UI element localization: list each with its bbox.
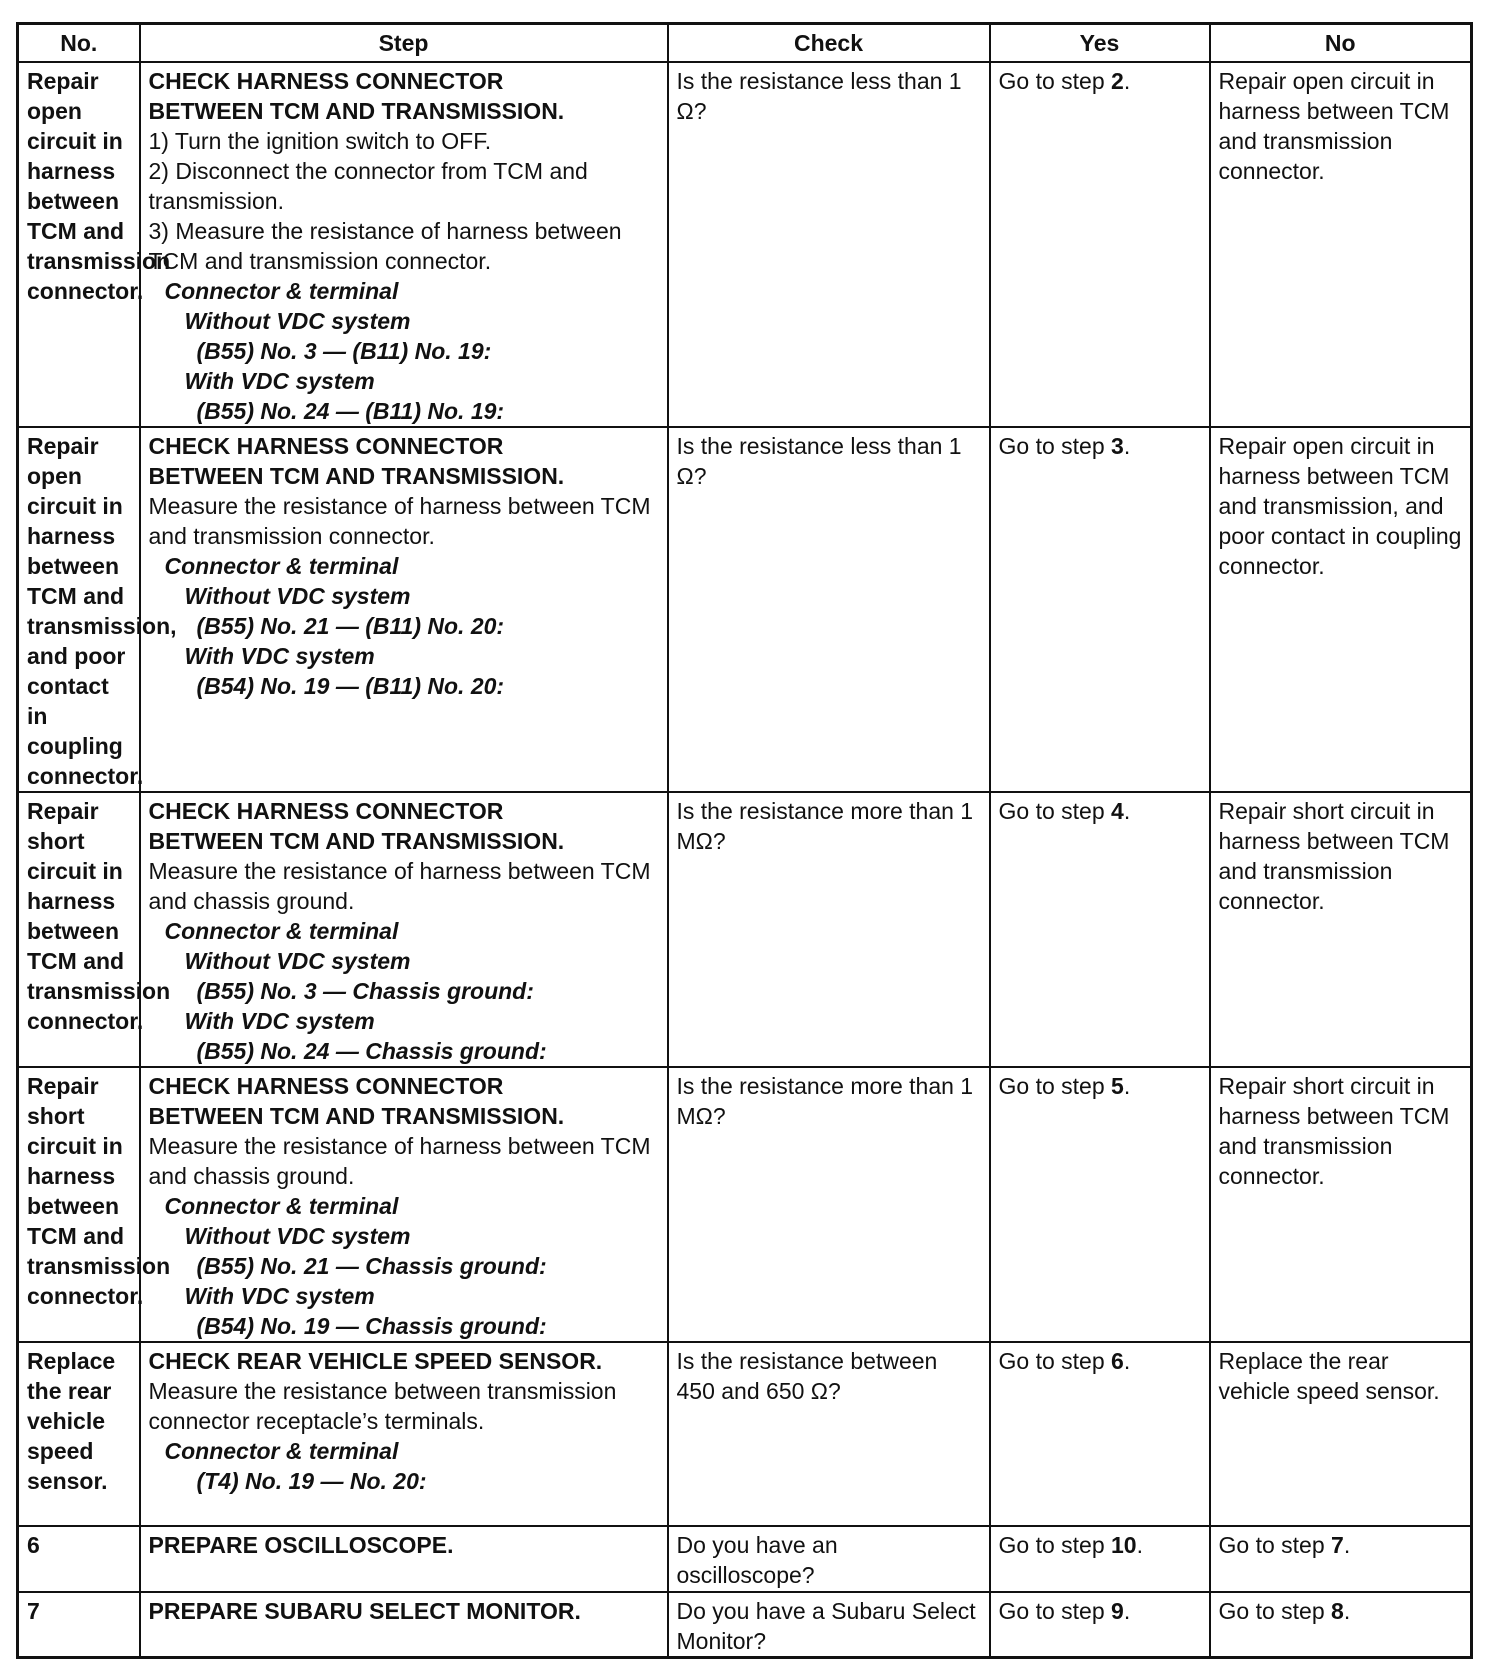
connector-terminal-heading: Connector & terminal [164, 553, 399, 579]
connector-terminal-value: (B55) No. 24 — Chassis ground: [196, 1038, 547, 1064]
step-instruction: Measure the resistance of harness between TCM and chassis ground. [148, 858, 651, 914]
check-cell: Do you have a Subaru Select Monitor? [668, 1592, 990, 1658]
table-row [18, 62, 1472, 427]
header-no: No. [18, 24, 140, 63]
header-yes: Yes [990, 24, 1210, 63]
step-instruction: Measure the resistance between transmission connector receptacle’s terminals. [148, 1378, 617, 1434]
step-title: CHECK HARNESS CONNECTOR BETWEEN TCM AND TRANSMISSION. [148, 68, 565, 124]
step-number: 7 [18, 1592, 140, 1658]
table-row [18, 427, 1472, 792]
step-title: CHECK HARNESS CONNECTOR BETWEEN TCM AND TRANSMISSION. [148, 798, 565, 854]
step-number: Repair open circuit in harness between TCM and transmission, and poor contact in coupling connector. [18, 427, 140, 792]
no-text: Go to step [1218, 1598, 1332, 1624]
step-cell [140, 62, 668, 427]
step-cell [140, 1342, 668, 1526]
step-instruction: Measure the resistance of harness between TCM and transmission connector. [148, 493, 651, 549]
no-text: Go to step [1218, 1532, 1332, 1558]
yes-cell: Go to step 3. [990, 427, 1210, 792]
step-cell [140, 792, 668, 1067]
connector-terminal-value: (B55) No. 3 — (B11) No. 19: [196, 338, 492, 364]
yes-step-ref: 4 [1111, 798, 1124, 824]
troubleshooting-table [16, 22, 1473, 1659]
connector-variant-label: Without VDC system [184, 308, 411, 334]
connector-terminal-value: (T4) No. 19 — No. 20: [196, 1468, 427, 1494]
step-instruction: 2) Disconnect the connector from TCM and transmission. [148, 158, 588, 214]
table-row [18, 1342, 1472, 1526]
connector-variant-label: Without VDC system [184, 583, 411, 609]
step-title: PREPARE OSCILLOSCOPE. [148, 1532, 454, 1558]
step-number: Repair short circuit in harness between TCM and transmission connector. [18, 792, 140, 1067]
no-cell: Repair open circuit in harness between TCM and transmission connector. [1210, 62, 1472, 427]
no-cell: Repair open circuit in harness between TCM and transmission, and poor contact in coupling connector. [1210, 427, 1472, 792]
step-cell [140, 1067, 668, 1342]
yes-cell: Go to step 9. [990, 1592, 1210, 1658]
check-cell: Is the resistance more than 1 MΩ? [668, 1067, 990, 1342]
step-title: PREPARE SUBARU SELECT MONITOR. [148, 1598, 581, 1624]
yes-text: Go to step [998, 1598, 1112, 1624]
yes-cell: Go to step 5. [990, 1067, 1210, 1342]
connector-variant-label: With VDC system [184, 1008, 375, 1034]
step-number: Repair short circuit in harness between TCM and transmission connector. [18, 1067, 140, 1342]
connector-terminal-value: (B55) No. 24 — (B11) No. 19: [196, 398, 505, 424]
connector-variant-label: Without VDC system [184, 948, 411, 974]
header-no-result: No [1210, 24, 1472, 63]
yes-text: Go to step [998, 1532, 1112, 1558]
connector-terminal-value: (B54) No. 19 — (B11) No. 20: [196, 673, 505, 699]
table-row [18, 1592, 1472, 1658]
step-number: Repair open circuit in harness between TCM and transmission connector. [18, 62, 140, 427]
check-cell: Do you have an oscilloscope? [668, 1526, 990, 1592]
yes-cell: Go to step 6. [990, 1342, 1210, 1526]
yes-text: Go to step [998, 68, 1112, 94]
yes-step-ref: 6 [1111, 1348, 1124, 1374]
connector-terminal-value: (B54) No. 19 — Chassis ground: [196, 1313, 547, 1339]
no-cell: Go to step 8. [1210, 1592, 1472, 1658]
step-title: CHECK HARNESS CONNECTOR BETWEEN TCM AND TRANSMISSION. [148, 433, 565, 489]
step-number: Replace the rear vehicle speed sensor. [18, 1342, 140, 1526]
connector-terminal-heading: Connector & terminal [164, 918, 399, 944]
yes-text: Go to step [998, 1348, 1112, 1374]
check-cell: Is the resistance more than 1 MΩ? [668, 792, 990, 1067]
step-cell [140, 427, 668, 792]
connector-variant-label: With VDC system [184, 368, 375, 394]
yes-cell: Go to step 4. [990, 792, 1210, 1067]
connector-terminal-value: (B55) No. 21 — (B11) No. 20: [196, 613, 505, 639]
no-step-ref: 8 [1331, 1598, 1344, 1624]
no-cell: Repair short circuit in harness between TCM and transmission connector. [1210, 1067, 1472, 1342]
step-number: 6 [18, 1526, 140, 1592]
step-cell [140, 1592, 668, 1658]
step-instruction: 3) Measure the resistance of harness between TCM and transmission connector. [148, 218, 622, 274]
yes-step-ref: 9 [1111, 1598, 1124, 1624]
step-title: CHECK REAR VEHICLE SPEED SENSOR. [148, 1348, 603, 1374]
no-cell: Go to step 7. [1210, 1526, 1472, 1592]
yes-text: Go to step [998, 433, 1112, 459]
header-check: Check [668, 24, 990, 63]
yes-step-ref: 10 [1111, 1532, 1137, 1558]
step-title: CHECK HARNESS CONNECTOR BETWEEN TCM AND TRANSMISSION. [148, 1073, 565, 1129]
header-row [18, 24, 1472, 63]
step-cell [140, 1526, 668, 1592]
check-cell: Is the resistance less than 1 Ω? [668, 62, 990, 427]
connector-terminal-heading: Connector & terminal [164, 1438, 399, 1464]
no-cell: Repair short circuit in harness between TCM and transmission connector. [1210, 792, 1472, 1067]
no-step-ref: 7 [1331, 1532, 1344, 1558]
connector-terminal-heading: Connector & terminal [164, 278, 399, 304]
yes-cell: Go to step 2. [990, 62, 1210, 427]
table-row [18, 792, 1472, 1067]
header-step: Step [140, 24, 668, 63]
connector-variant-label: With VDC system [184, 643, 375, 669]
check-cell: Is the resistance between 450 and 650 Ω? [668, 1342, 990, 1526]
yes-step-ref: 5 [1111, 1073, 1124, 1099]
yes-step-ref: 2 [1111, 68, 1124, 94]
yes-text: Go to step [998, 1073, 1112, 1099]
yes-text: Go to step [998, 798, 1112, 824]
connector-terminal-heading: Connector & terminal [164, 1193, 399, 1219]
no-cell: Replace the rear vehicle speed sensor. [1210, 1342, 1472, 1526]
connector-terminal-value: (B55) No. 3 — Chassis ground: [196, 978, 534, 1004]
connector-variant-label: Without VDC system [184, 1223, 411, 1249]
yes-cell: Go to step 10. [990, 1526, 1210, 1592]
table-row [18, 1067, 1472, 1342]
table-row [18, 1526, 1472, 1592]
check-cell: Is the resistance less than 1 Ω? [668, 427, 990, 792]
connector-terminal-value: (B55) No. 21 — Chassis ground: [196, 1253, 547, 1279]
step-instruction: 1) Turn the ignition switch to OFF. [148, 128, 492, 154]
step-instruction: Measure the resistance of harness between TCM and chassis ground. [148, 1133, 651, 1189]
connector-variant-label: With VDC system [184, 1283, 375, 1309]
yes-step-ref: 3 [1111, 433, 1124, 459]
